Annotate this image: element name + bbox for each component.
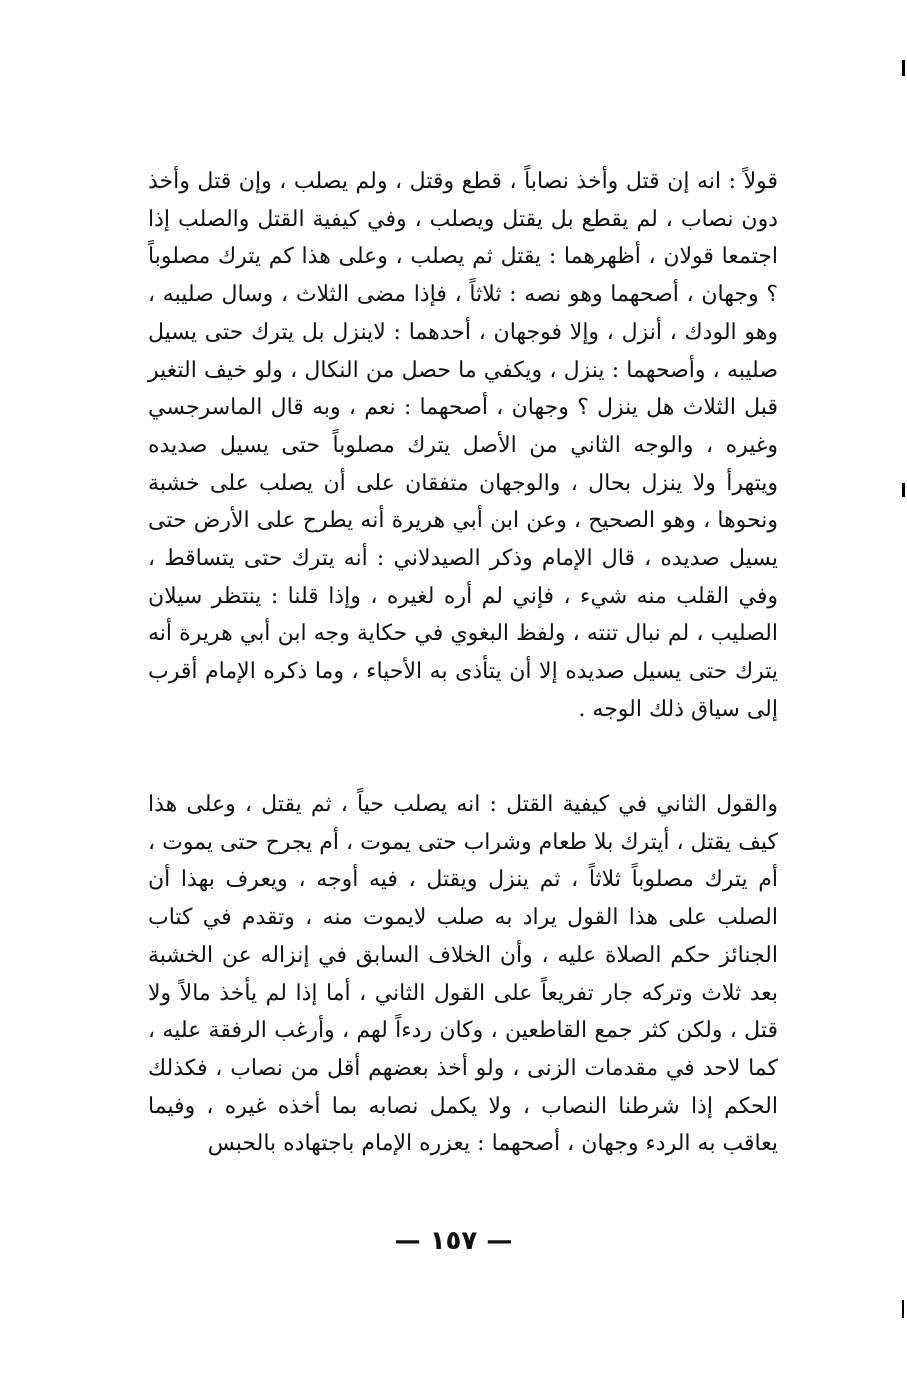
body-text-block bbox=[148, 786, 778, 1163]
scan-edge-mark bbox=[902, 483, 905, 497]
body-text-block bbox=[148, 163, 778, 729]
scan-edge-mark bbox=[902, 60, 905, 76]
paragraph-2: والقول الثاني في كيفية القتل : انه يصلب حياً ، ثم يقتل ، وعلى هذا كيف يقتل ، أيترك بلا طعام وشراب حتى يموت ، أم يجرح حتى يموت ، أم يترك مصلوباً ثلاثاً ، ثم ينزل ويقتل ، فيه أوجه ، ويعرف بهذا أن الصلب على هذا القول يراد به صلب لايموت منه ، وتقدم في كتاب الجنائز حكم الصلاة عليه ، وأن الخلاف السابق في إنزاله عن الخشبة بعد ثلاث وتركه جار تفريعاً على القول الثاني ، أما إذا لم يأخذ مالاً ولا قتل ، ولكن كثر جمع القاطعين ، وكان ردءاً لهم ، وأرغب الرفقة عليه ، كما لاحد في مقدمات الزنى ، ولو أخذ بعضهم أقل من نصاب ، فكذلك الحكم إذا شرطنا النصاب ، ولا يكمل نصابه بما أخذه غيره ، وفيما يعاقب به الردء وجهان ، أصحهما : يعزره الإمام باجتهاده بالحبس bbox=[148, 792, 778, 1157]
paragraph-1: قولاً : انه إن قتل وأخذ نصاباً ، قطع وقتل ، ولم يصلب ، وإن قتل وأخذ دون نصاب ، لم يقطع بل يقتل ويصلب ، وفي كيفية القتل والصلب إذا اجتمعا قولان ، أظهرهما : يقتل ثم يصلب ، وعلى هذا كم يترك مصلوباً ؟ وجهان ، أصحهما وهو نصه : ثلاثاً ، فإذا مضى الثلاث ، وسال صليبه ، وهو الودك ، أنزل ، وإلا فوجهان ، أحدهما : لاينزل بل يترك حتى يسيل صليبه ، وأصحهما : ينزل ، ويكفي ما حصل من النكال ، ولو خيف التغير قبل الثلاث هل ينزل ؟ وجهان ، أصحهما : نعم ، وبه قال الماسرجسي وغيره ، والوجه الثاني من الأصل يترك مصلوباً حتى يسيل صديده ويتهرأ ولا ينزل بحال ، والوجهان متفقان على أن يصلب على خشبة ونحوها ، وهو الصحيح ، وعن ابن أبي هريرة أنه يطرح على الأرض حتى يسيل صديده ، قال الإمام وذكر الصيدلاني : أنه يترك حتى يتساقط ، وفي القلب منه شيء ، فإني لم أره لغيره ، وإذا قلنا : ينتظر سيلان الصليب ، لم نبال تنته ، ولفظ البغوي في حكاية وجه ابن أبي هريرة أنه يترك حتى يسيل صديده إلا أن يتأذى به الأحياء ، وما ذكره الإمام أقرب إلى سياق ذلك الوجه . bbox=[148, 169, 778, 722]
page-number: — ١٥٧ — bbox=[394, 1226, 513, 1256]
scan-edge-mark bbox=[902, 1300, 904, 1318]
